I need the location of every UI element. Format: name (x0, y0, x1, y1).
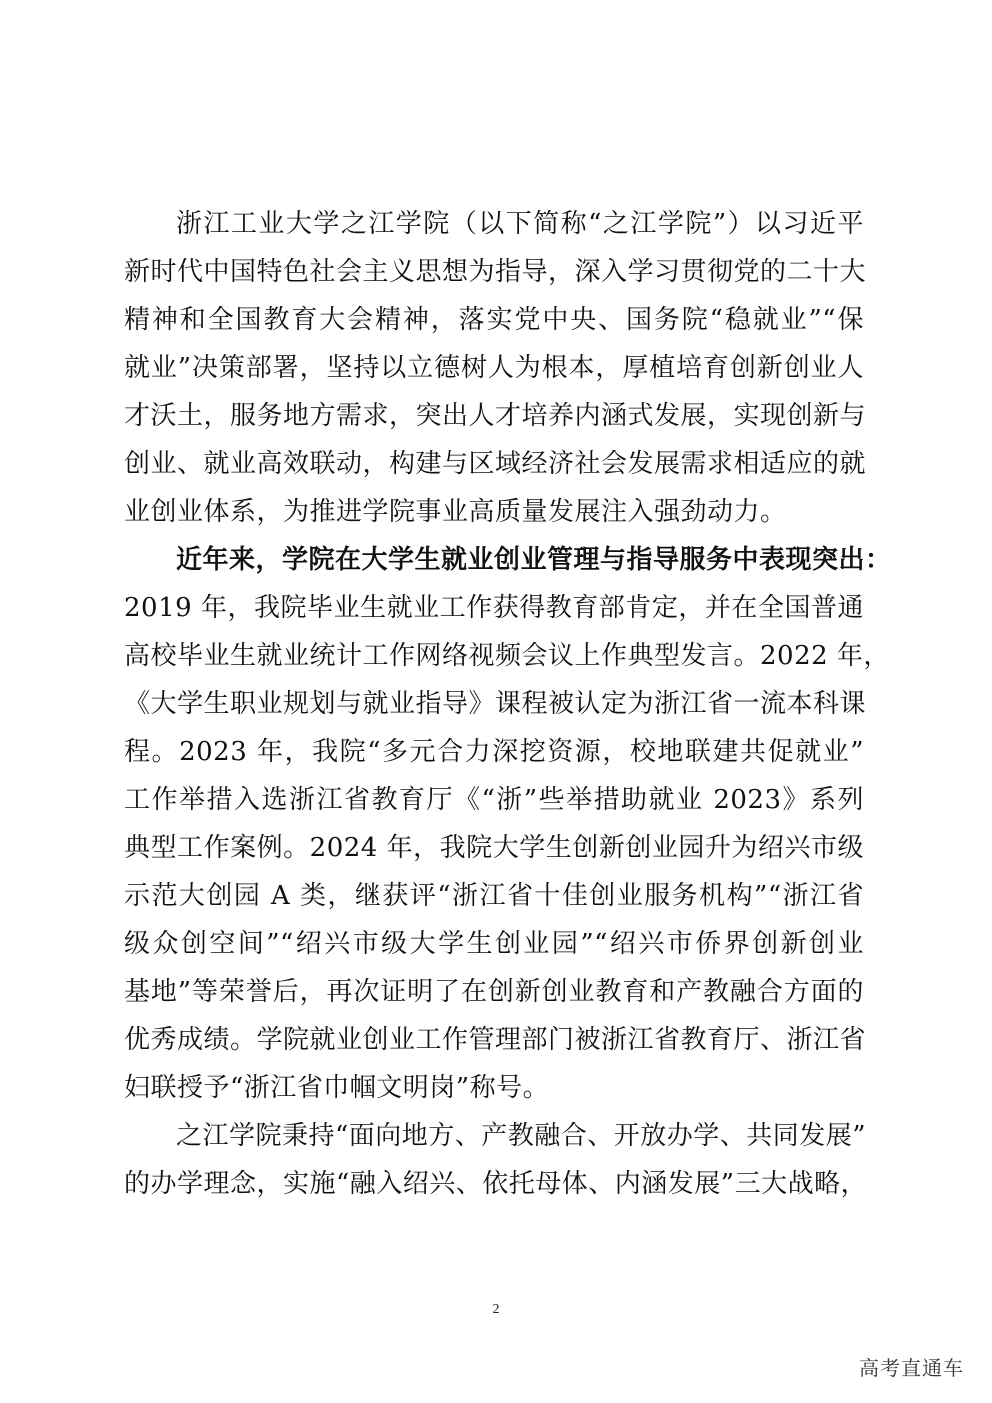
text-line: 新时代中国特色社会主义思想为指导，深入学习贯彻党的二十大 (124, 257, 867, 287)
text-line: 才沃土，服务地方需求，突出人才培养内涵式发展，实现创新与 (124, 401, 867, 431)
paragraph-philosophy (124, 1112, 868, 1208)
text-line: 级众创空间”“绍兴市级大学生创业园”“绍兴市侨界创新创业 (124, 929, 864, 959)
text-line: 精神和全国教育大会精神，落实党中央、国务院“稳就业”“保 (124, 305, 864, 335)
text-line: 基地”等荣誉后，再次证明了在创新创业教育和产教融合方面的 (124, 977, 864, 1007)
text-line: 之江学院秉持“面向地方、产教融合、开放办学、共同发展” (176, 1121, 867, 1151)
text-line: 典型工作案例。2024 年，我院大学生创新创业园升为绍兴市级 (124, 833, 864, 863)
text-line: 浙江工业大学之江学院（以下简称“之江学院”）以习近平 (176, 209, 864, 239)
text-line: 程。2023 年，我院“多元合力深挖资源，校地联建共促就业” (124, 737, 864, 767)
text-line: 示范大创园 A 类，继获评“浙江省十佳创业服务机构”“浙江省 (124, 881, 864, 911)
text-line: 工作举措入选浙江省教育厅《“浙”些举措助就业 2023》系列 (124, 785, 864, 815)
text-line: 高校毕业生就业统计工作网络视频会议上作典型发言。2022 年， (124, 641, 890, 671)
text-line: 优秀成绩。学院就业创业工作管理部门被浙江省教育厅、浙江省 (124, 1025, 867, 1055)
text-line: 妇联授予“浙江省巾帼文明岗”称号。 (124, 1073, 550, 1103)
document-body (124, 200, 892, 1208)
text-line: 业创业体系，为推进学院事业高质量发展注入强劲动力。 (124, 497, 787, 527)
text-line: 的办学理念，实施“融入绍兴、依托母体、内涵发展”三大战略， (124, 1169, 868, 1199)
paragraph-intro (124, 200, 867, 536)
watermark-text: 高考直通车 (859, 1356, 964, 1380)
page-number: 2 (492, 1302, 500, 1317)
text-line: 就业”决策部署，坚持以立德树人为根本，厚植培育创新创业人 (124, 353, 864, 383)
text-line: 《大学生职业规划与就业指导》课程被认定为浙江省一流本科课 (124, 689, 867, 719)
text-line: 创业、就业高效联动，构建与区域经济社会发展需求相适应的就 (124, 449, 867, 479)
paragraph-achievements (124, 536, 892, 1112)
paragraph-heading: 近年来，学院在大学生就业创业管理与指导服务中表现突出： (176, 545, 892, 575)
text-line: 2019 年，我院毕业生就业工作获得教育部肯定，并在全国普通 (124, 593, 864, 623)
